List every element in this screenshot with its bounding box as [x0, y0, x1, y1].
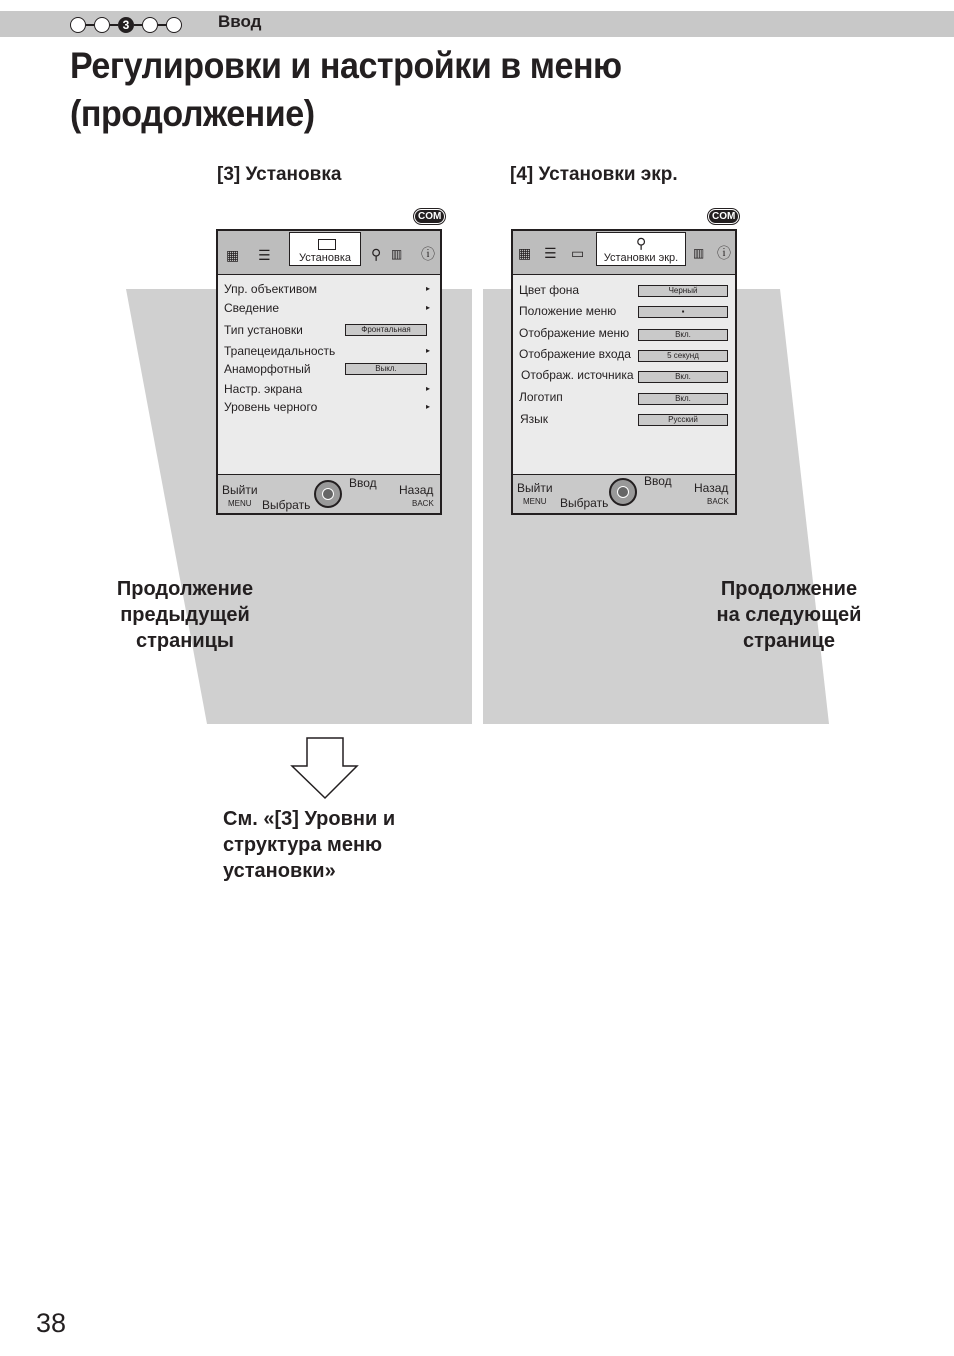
exit-label: Выйти — [517, 481, 553, 495]
monitor-icon[interactable]: ▭ — [571, 245, 585, 261]
left-com-badge: COM — [414, 209, 445, 224]
menu-item-language[interactable]: Язык — [520, 412, 549, 426]
hdmi-icon[interactable]: ▥ — [693, 246, 705, 260]
setup-menu — [216, 229, 442, 515]
select-label: Выбрать — [262, 498, 311, 512]
adjust-icon[interactable]: ☰ — [544, 245, 557, 261]
tab-setup[interactable]: Установка — [289, 232, 361, 266]
back-key: BACK — [412, 499, 434, 508]
value-menu-display[interactable]: Вкл. — [638, 329, 728, 341]
page-title: Регулировки и настройки в меню (продолжение) — [70, 45, 622, 134]
menu-item-install-type[interactable]: Тип установки — [224, 323, 303, 337]
back-label: Назад — [694, 481, 729, 495]
chevron-right-icon: ▸ — [426, 284, 431, 293]
menu-item-convergence[interactable]: Сведение — [224, 301, 279, 315]
menu-item-logo[interactable]: Логотип — [519, 390, 563, 404]
menu-item-source-display[interactable]: Отображ. источника — [521, 368, 634, 382]
right-com-badge: COM — [708, 209, 739, 224]
menu-item-black-level[interactable]: Уровень черного — [224, 400, 318, 414]
chevron-right-icon: ▸ — [426, 346, 431, 355]
menu-key: MENU — [228, 499, 252, 508]
value-install-type[interactable]: Фронтальная — [345, 324, 427, 336]
back-key: BACK — [707, 497, 729, 506]
value-bg-color[interactable]: Черный — [638, 285, 728, 297]
enter-label: Ввод — [644, 474, 672, 488]
dial-icon — [609, 478, 637, 506]
picture-icon[interactable]: ▦ — [518, 245, 532, 261]
menu-item-input-display[interactable]: Отображение входа — [519, 347, 631, 361]
chevron-right-icon: ▸ — [426, 402, 431, 411]
page-number: 38 — [36, 1308, 67, 1338]
chevron-right-icon: ▸ — [426, 384, 431, 393]
menu-item-menu-display[interactable]: Отображение меню — [519, 326, 630, 340]
continued-to-text: Продолжение на следующей странице — [716, 578, 862, 652]
chapter-title: Ввод — [218, 12, 262, 31]
display-setup-menu — [511, 229, 737, 515]
picture-icon[interactable]: ▦ — [226, 247, 240, 263]
adjust-icon[interactable]: ☰ — [258, 247, 271, 263]
see-also-text: См. «[3] Уровни и структура меню установки» — [223, 808, 396, 882]
monitor-icon — [318, 239, 336, 250]
menu-item-lens[interactable]: Упр. объективом — [224, 282, 317, 296]
menu-item-screen[interactable]: Настр. экрана — [224, 382, 303, 396]
chevron-right-icon: ▸ — [426, 303, 431, 312]
hdmi-icon[interactable]: ▥ — [391, 247, 403, 261]
menu-key: MENU — [523, 497, 547, 506]
value-input-display[interactable]: 5 секунд — [638, 350, 728, 362]
wrench-icon: ⚲ — [636, 235, 647, 251]
menu-tab-bar — [513, 231, 735, 275]
left-section-title: [3] Установка — [217, 164, 342, 185]
arrow-down-icon — [292, 738, 357, 798]
right-section-title: [4] Установки экр. — [510, 164, 678, 185]
info-icon[interactable]: ⓘ — [717, 245, 731, 261]
menu-item-bg-color[interactable]: Цвет фона — [519, 283, 580, 297]
back-label: Назад — [399, 483, 434, 497]
menu-item-anamorphic[interactable]: Анаморфотный — [224, 362, 311, 376]
select-label: Выбрать — [560, 496, 609, 510]
wrench-icon[interactable]: ⚲ — [371, 246, 382, 262]
exit-label: Выйти — [222, 483, 258, 497]
menu-item-menu-position[interactable]: Положение меню — [519, 304, 617, 318]
tab-display-setup[interactable]: ⚲ Установки экр. — [596, 232, 686, 266]
menu-tab-bar — [218, 231, 440, 275]
menu-item-keystone[interactable]: Трапецеидальность — [224, 344, 336, 358]
dial-icon — [314, 480, 342, 508]
value-menu-position[interactable]: ▪ — [638, 306, 728, 318]
value-anamorphic[interactable]: Выкл. — [345, 363, 427, 375]
menu-footer — [218, 474, 440, 513]
continued-from-text: Продолжение предыдущей страницы — [116, 578, 254, 652]
enter-label: Ввод — [349, 476, 377, 490]
value-source-display[interactable]: Вкл. — [638, 371, 728, 383]
info-icon[interactable]: ⓘ — [421, 246, 435, 262]
step-3: 3 — [118, 17, 134, 33]
menu-footer — [513, 474, 735, 513]
value-logo[interactable]: Вкл. — [638, 393, 728, 405]
value-language[interactable]: Русский — [638, 414, 728, 426]
